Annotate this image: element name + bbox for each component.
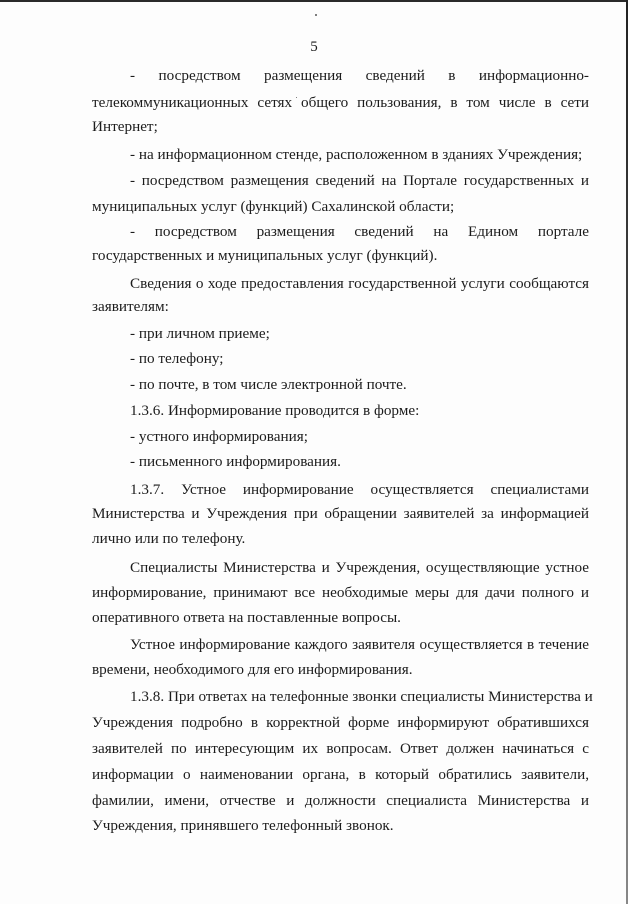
text-line: времени, необходимого для его информирования. <box>92 661 413 678</box>
text-line: Учреждения подробно в корректной форме информируют обратившихся <box>92 714 589 731</box>
text-line: Специалисты Министерства и Учреждения, осуществляющие устное <box>130 559 589 576</box>
text-line: оперативного ответа на поставленные вопросы. <box>92 609 401 626</box>
page-number: 5 <box>310 39 318 55</box>
text-line: информации о наименовании органа, в который обратились заявители, <box>92 766 589 783</box>
text-line: муниципальных услуг (функций) Сахалинской области; <box>92 198 455 215</box>
text-line: - посредством размещения сведений в информационно- <box>130 67 589 84</box>
text-line: Сведения о ходе предоставления государственной услуги сообщаются <box>130 275 589 292</box>
text-line: - посредством размещения сведений на Едином портале <box>130 223 589 240</box>
scan-speck <box>315 14 317 16</box>
text-line: фамилии, имени, отчестве и должности специалиста Министерства и <box>92 792 589 809</box>
text-line: телекоммуникационных сетях общего пользования, в том числе в сети <box>92 94 589 111</box>
text-line: Учреждения, принявшего телефонный звонок. <box>92 817 394 834</box>
text-line: Устное информирование каждого заявителя осуществляется в течение <box>130 636 589 653</box>
text-line: - по почте, в том числе электронной почте. <box>130 376 407 393</box>
text-line: лично или по телефону. <box>92 530 246 547</box>
text-line: 1.3.6. Информирование проводится в форме: <box>130 402 420 419</box>
text-line: государственных и муниципальных услуг (функций). <box>92 247 438 264</box>
text-line: информирование, принимают все необходимые меры для дачи полного и <box>92 584 589 601</box>
text-line: 1.3.8. При ответах на телефонные звонки специалисты Министерства и <box>130 688 593 705</box>
text-line: заявителям: <box>92 298 169 315</box>
text-line: - письменного информирования. <box>130 453 341 470</box>
text-line: - на информационном стенде, расположенном в зданиях Учреждения; <box>130 146 583 163</box>
text-line: - посредством размещения сведений на Портале государственных и <box>130 172 589 189</box>
text-line: Интернет; <box>92 118 158 135</box>
text-line: Министерства и Учреждения при обращении заявителей за информацией <box>92 505 589 522</box>
text-line: - по телефону; <box>130 350 224 367</box>
text-line: - устного информирования; <box>130 428 308 445</box>
text-line: заявителей по интересующим их вопросам. Ответ должен начинаться с <box>92 740 589 757</box>
scan-edge-top <box>0 0 628 2</box>
text-line: 1.3.7. Устное информирование осуществляется специалистами <box>130 481 589 498</box>
text-line: - при личном приеме; <box>130 325 270 342</box>
